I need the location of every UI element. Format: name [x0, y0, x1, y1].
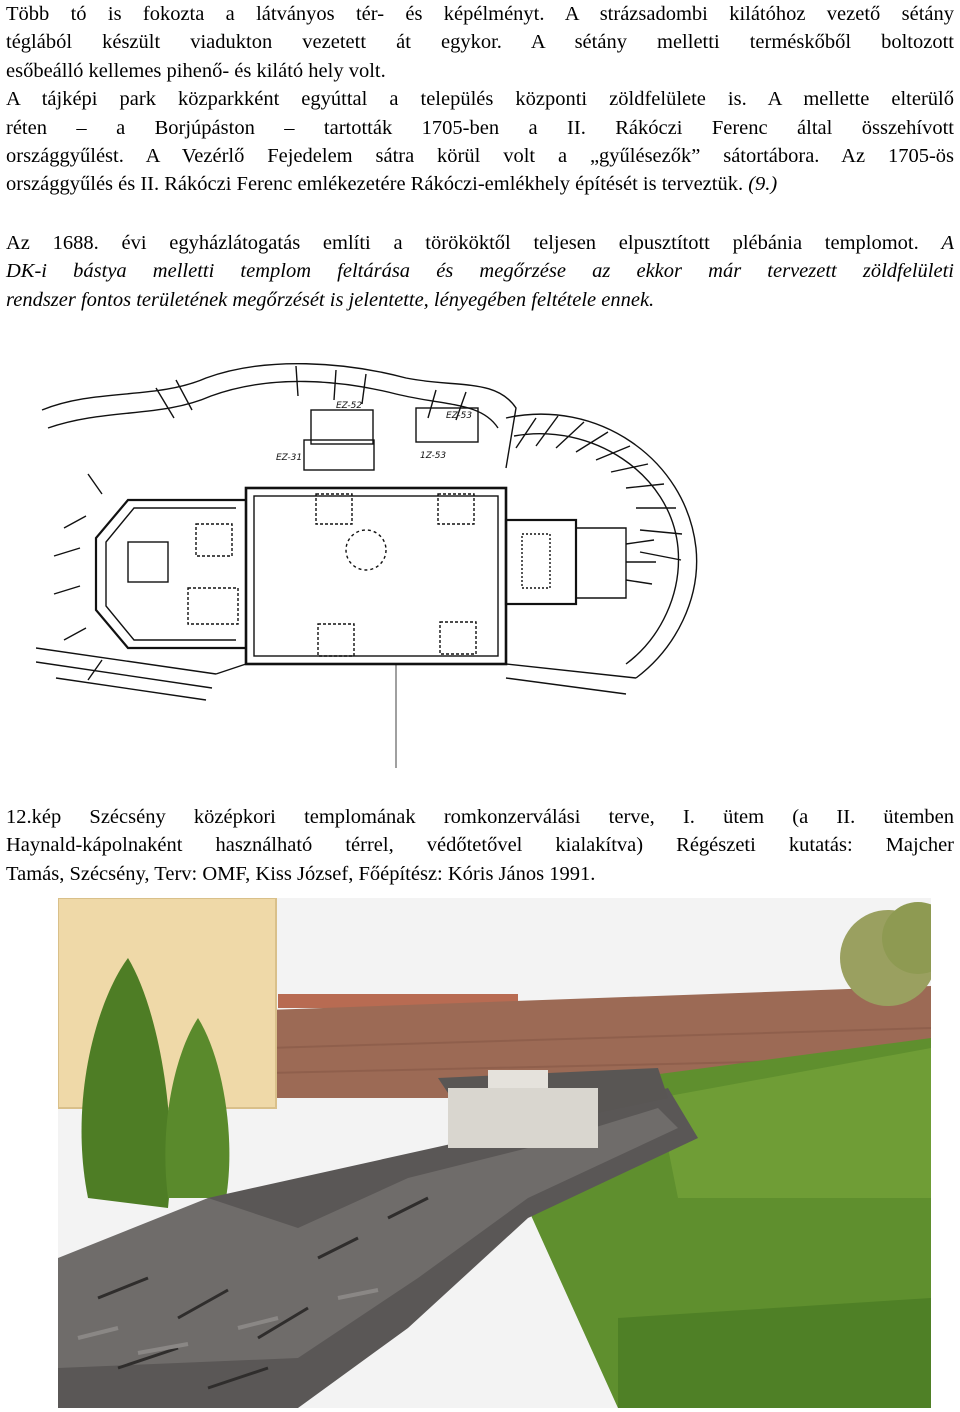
- photo-illustration: [58, 898, 931, 1408]
- tower-outline: [506, 520, 576, 604]
- plan-label: EZ-53: [446, 411, 473, 421]
- paragraph-church-history: [6, 229, 954, 314]
- text-segment-italic: A: [941, 232, 954, 254]
- paragraph-park-history: [6, 0, 954, 199]
- text-line: [6, 229, 954, 257]
- caption-line: 12.kép Szécsény középkori templomának romkonzerválási terve, I. ütem (a II. ütemben: [6, 806, 954, 828]
- text-line: rendszer fontos területének megőrzését is jelentette, lényegében feltétele ennek.: [6, 288, 655, 311]
- plan-label: EZ-31: [276, 453, 303, 463]
- chancel-outline: [96, 500, 246, 648]
- text-segment: Az 1688. évi egyházlátogatás említi a törököktől teljesen elpusztított plébánia templomot.: [6, 232, 919, 254]
- text-line: [6, 170, 954, 198]
- figure-caption: [6, 803, 954, 888]
- text-line: Több tó is fokozta a látványos tér- és képélményt. A strázsadombi kilátóhoz vezető sétány: [6, 3, 954, 25]
- text-line: esőbeálló kellemes pihenő- és kilátó hely volt.: [6, 59, 386, 82]
- text-line: réten – a Borjúpáston – tartották 1705-ben a II. Rákóczi Ferenc által összehívott: [6, 116, 954, 139]
- plan-label: 1Z-53: [420, 451, 447, 461]
- text-line: A tájképi park közparkként egyúttal a település központi zöldfelülete is. A mellette elterülő: [6, 88, 954, 111]
- semicircular-apse-right: [506, 414, 697, 678]
- nave-outline: [246, 488, 506, 664]
- caption-line: Haynald-kápolnaként használható térrel, védőtetővel kialakítva) Régészeti kutatás: Majcher: [6, 834, 954, 857]
- church-ruin-photo: [58, 898, 931, 1408]
- reference-number: (9.): [748, 173, 778, 196]
- text-line: DK-i bástya melletti templom feltárása és megőrzése az ekkor már tervezett zöldfelületi: [6, 260, 954, 283]
- caption-line: Tamás, Szécsény, Terv: OMF, Kiss József, Főépítész: Kóris János 1991.: [6, 862, 596, 885]
- church-ruin-site-plan: [36, 348, 936, 780]
- text-segment: országgyűlés és II. Rákóczi Ferenc emlékezetére Rákóczi-emlékhely építését is terveztük.: [6, 173, 744, 196]
- plan-label: EZ-52: [336, 401, 363, 411]
- text-line: országgyűlést. A Vezérlő Fejedelem sátra körül volt a „gyűlésezők” sátortábora. Az 1705-ös: [6, 145, 954, 168]
- text-line: téglából készült viadukton vezetett át egykor. A sétány melletti terméskőből boltozott: [6, 31, 954, 54]
